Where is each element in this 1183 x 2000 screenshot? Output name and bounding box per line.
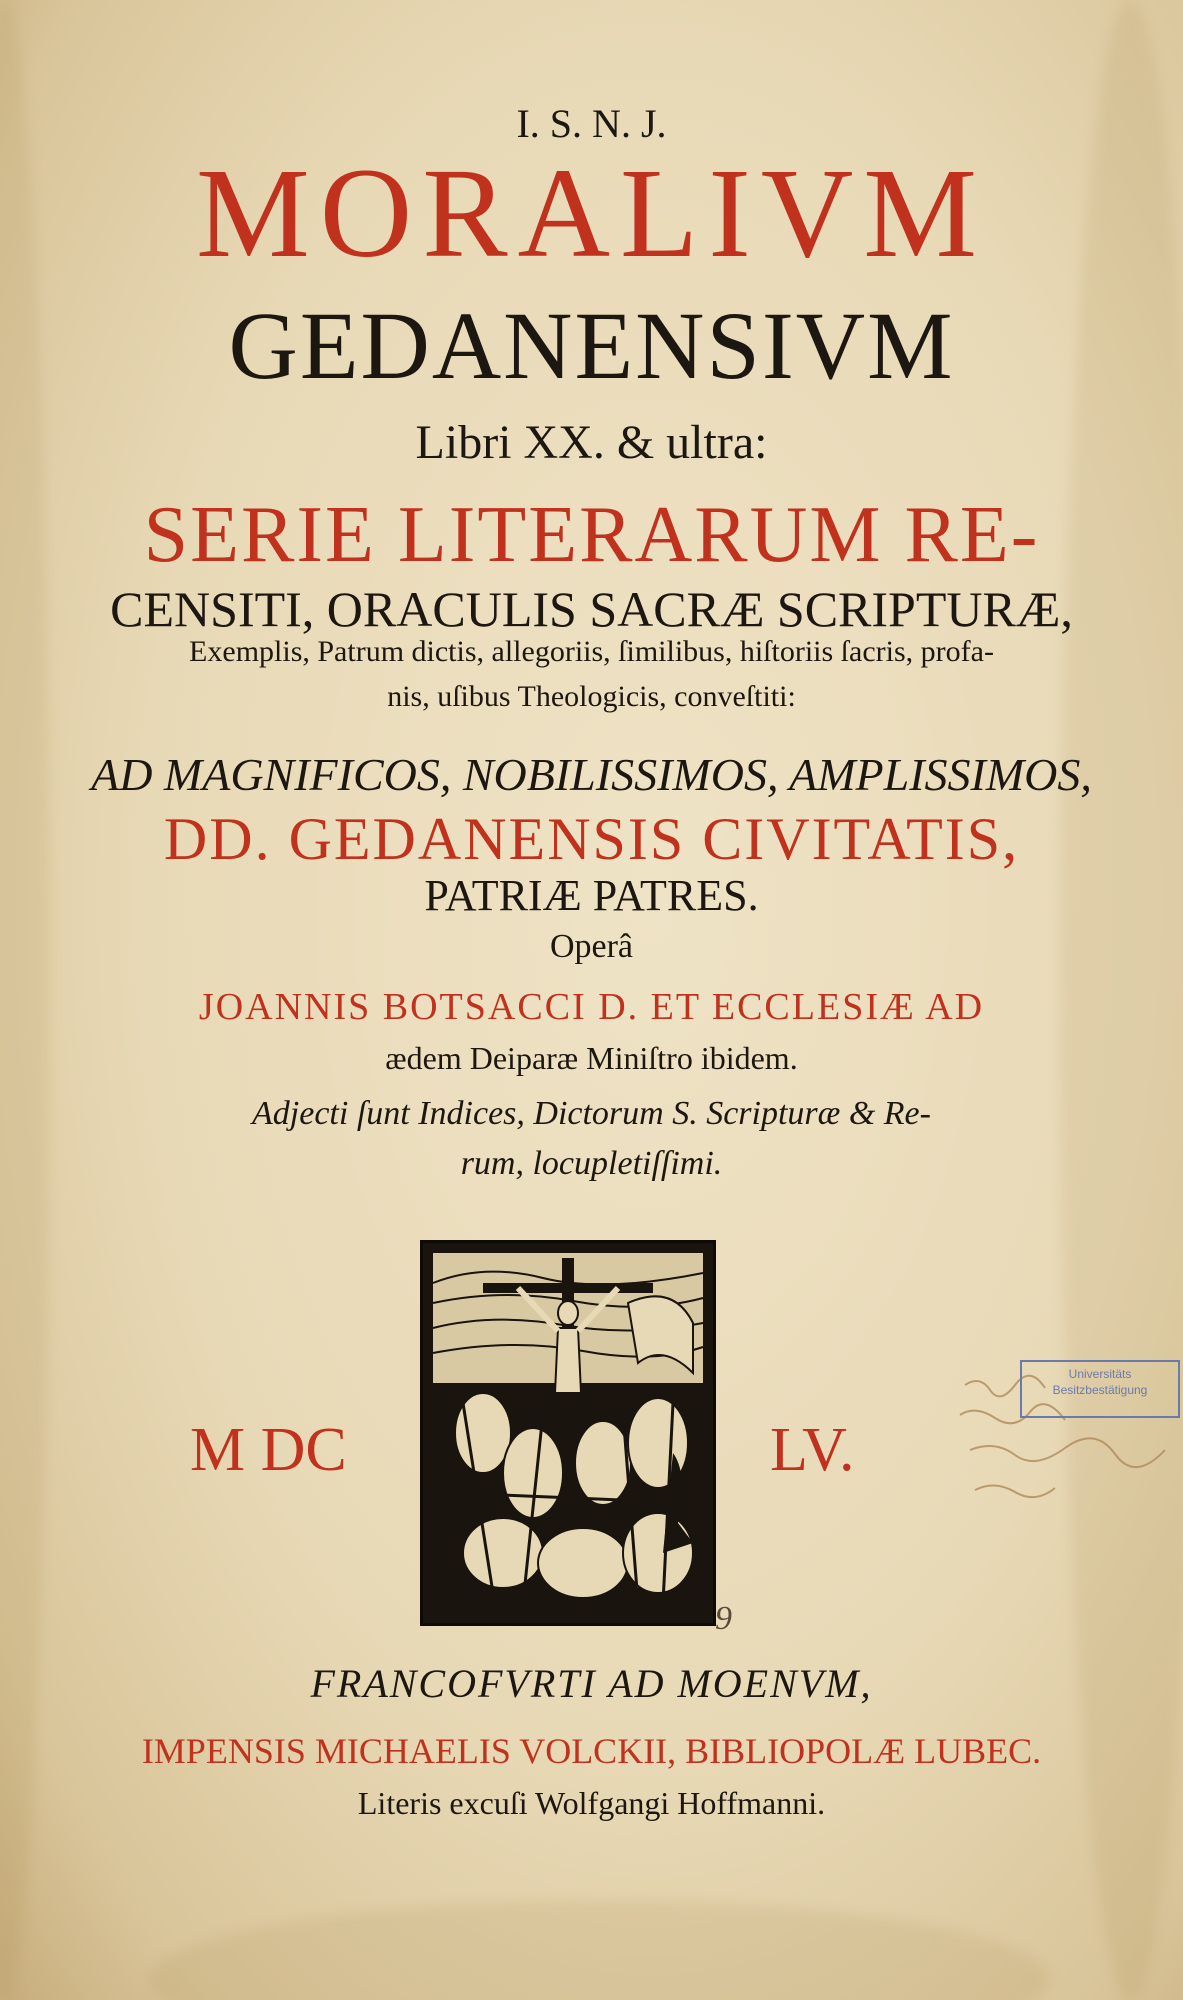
subtitle-censiti: CENSITI, ORACULIS SACRÆ SCRIPTURÆ, <box>110 581 1073 637</box>
invocation-line: I. S. N. J. <box>516 101 667 146</box>
margin-note: 9 <box>715 1600 732 1637</box>
edge-stain <box>150 1900 1050 2000</box>
dedication-patriae: PATRIÆ PATRES. <box>424 871 759 920</box>
dedication-line: AD MAGNIFICOS, NOBILISSIMOS, AMPLISSIMOS, <box>91 749 1092 800</box>
description-exemplis: Exemplis, Patrum dictis, allegoriis, ſimilibus, hiſtoriis ſacris, profa- <box>189 635 994 668</box>
title-gedanensium: GEDANENSIVM <box>228 292 955 399</box>
subtitle-serie: SERIE LITERARUM RE- <box>143 491 1040 579</box>
indices-line: Adjecti ſunt Indices, Dictorum S. Scripturæ & Re- <box>252 1095 931 1132</box>
stamp-line-2: Besitzbestätigung <box>1052 1383 1148 1397</box>
author-office-line: ædem Deiparæ Miniſtro ibidem. <box>385 1040 798 1076</box>
imprint-printer: Literis excuſi Wolfgangi Hoffmanni. <box>357 1785 826 1821</box>
dedication-civitatis: DD. GEDANENSIS CIVITATIS, <box>163 806 1020 872</box>
title-moralium: MORALIVM <box>195 142 988 284</box>
year-left: M DC <box>190 1416 347 1484</box>
author-line: JOANNIS BOTSACCI D. ET ECCLESIÆ AD <box>198 986 985 1028</box>
crucifixion-woodcut-image <box>420 1240 716 1626</box>
imprint-publisher: IMPENSIS MICHAELIS VOLCKII, BIBLIOPOLÆ LUBEC. <box>141 1731 1042 1771</box>
imprint-place: FRANCOFVRTI AD MOENVM, <box>310 1661 873 1706</box>
year-right: LV. <box>770 1416 855 1484</box>
library-stamp <box>1020 1360 1180 1418</box>
subtitle-libri: Libri XX. & ultra: <box>415 416 768 469</box>
description-nis: nis, uſibus Theologicis, conveſtiti: <box>387 680 796 713</box>
stamp-line-1: Universitäts <box>1068 1367 1132 1381</box>
opera-line: Operâ <box>549 928 634 965</box>
indices-line-2: rum, locupletiſſimi. <box>460 1145 723 1182</box>
